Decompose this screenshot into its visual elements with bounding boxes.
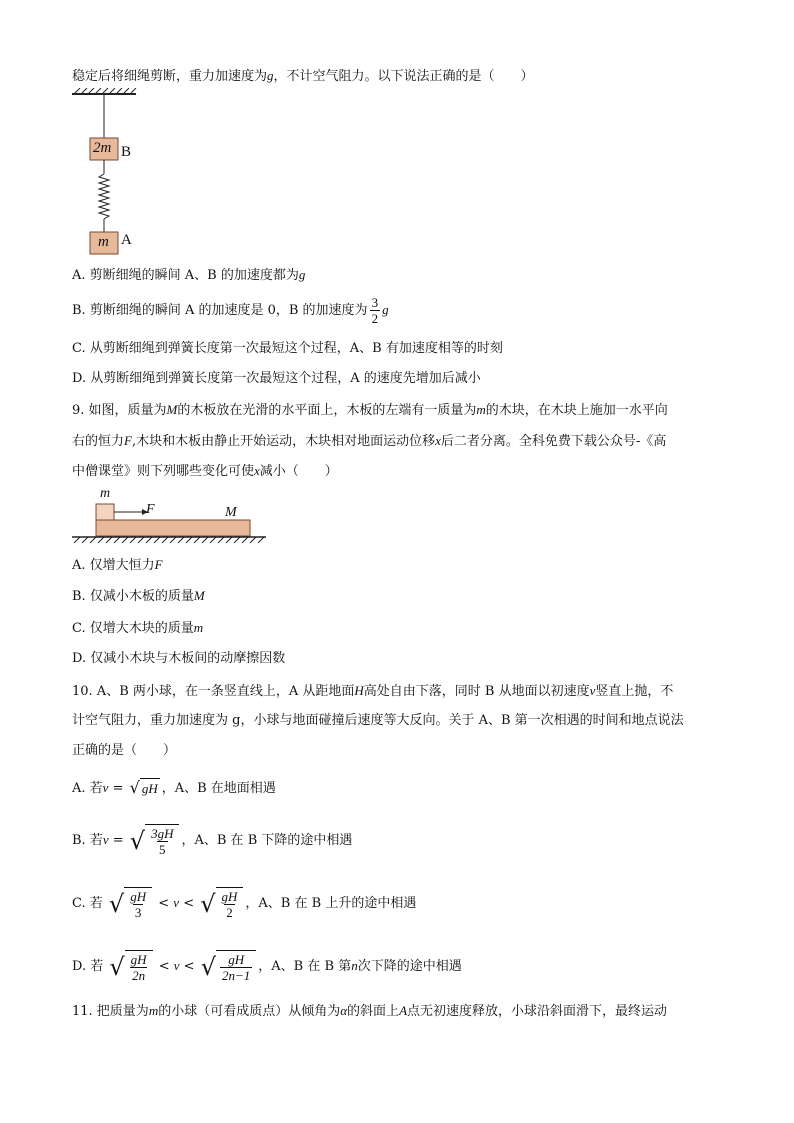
block-a-mass-label: m [98,234,109,250]
spring-block-figure [72,88,162,258]
sqrt-fraction: √ $\frac{gH}{2n-1}$ [201,950,257,984]
q8-option-d: D. 从剪断细绳到弹簧长度第一次最短这个过程，A 的速度先增加后减小 [72,371,481,386]
fraction: $\frac{3}{2}$ [371,295,379,326]
spring-coil [99,174,109,219]
q8-option-b: B. 剪断细绳的瞬间 A 的加速度是 0，B 的加速度为 $\frac{3}{2}$ g [72,295,389,326]
q10-option-c: C. 若 √ $\frac{gH}{3}$ < v < √ $\frac{gH}{2}$ ，A、B 在 B 上升的途中相遇 [72,888,417,920]
intro-text: 稳定后将细绳剪断，重力加速度为g，不计空气阻力。以下说法正确的是（ ） [72,68,534,84]
q10-option-d: D. 若 √ $\frac{gH}{2n}$ < v < √ $\frac{gH}{2n-1}$ ，A、B 在 B 第n次下降的途中相遇 [72,951,462,983]
sqrt-fraction: √ $\frac{gH}{2n}$ [109,950,152,984]
small-block [96,504,114,520]
sqrt: √ gH [129,778,158,797]
block-mass-label: m [100,486,111,501]
ground-hatching [74,537,264,543]
board-plank [96,520,250,536]
q9-option-b: B. 仅减小木板的质量M [72,588,205,604]
board-block-figure [72,500,272,550]
q9-stem-line1: 9. 如图，质量为M的木板放在光滑的水平面上，木板的左端有一质量为m的木块，在木块上施加一水平向 [72,402,668,418]
sqrt-fraction: √ $\frac{3gH}{5}$ [130,824,180,858]
sqrt-fraction: √ $\frac{gH}{2}$ [200,887,243,921]
sqrt-fraction: √ $\frac{gH}{3}$ [109,887,152,921]
q10-option-b: B. 若v = √ $\frac{3gH}{5}$ ，A、B 在 B 下降的途中相遇 [72,825,353,857]
q9-stem-line2: 右的恒力F,木块和木板由静止开始运动，木块相对地面运动位移x后二者分离。全科免费下载公众号-《高 [72,433,667,449]
q10-option-a: A. 若v = √ gH ，A、B 在地面相遇 [72,778,276,797]
q8-option-c: C. 从剪断细绳到弹簧长度第一次最短这个过程，A、B 有加速度相等的时刻 [72,341,503,356]
q11-stem-line1: 11. 把质量为m的小球（可看成质点）从倾角为α的斜面上A点无初速度释放，小球沿斜面滑下，最终运动 [72,1003,668,1019]
q9-stem-line3: 中僧课堂》则下列哪些变化可使x减小（ ） [72,463,338,479]
q10-stem-line1: 10. A、B 两小球，在一条竖直线上，A 从距地面H高处自由下落，同时 B 从地面以初速度v竖直上抛，不 [72,683,674,699]
block-b-label: B [121,144,132,160]
q9-option-c: C. 仅增大木块的质量m [72,620,204,636]
block-a-label: A [121,232,132,248]
q9-option-a: A. 仅增大恒力F [72,557,163,573]
board-mass-label: M [225,505,237,520]
q10-stem-line2: 计空气阻力，重力加速度为 g，小球与地面碰撞后速度等大反向。关于 A、B 第一次相遇的时间和地点说法 [72,713,684,728]
block-b-mass-label: 2m [93,140,112,156]
q10-stem-line3: 正确的是（ ） [72,743,177,758]
q8-option-a: A. 剪断细绳的瞬间 A、B 的加速度都为g [72,267,306,283]
q9-option-d: D. 仅减小木块与木板间的动摩擦因数 [72,651,286,666]
force-label: F [146,502,155,517]
